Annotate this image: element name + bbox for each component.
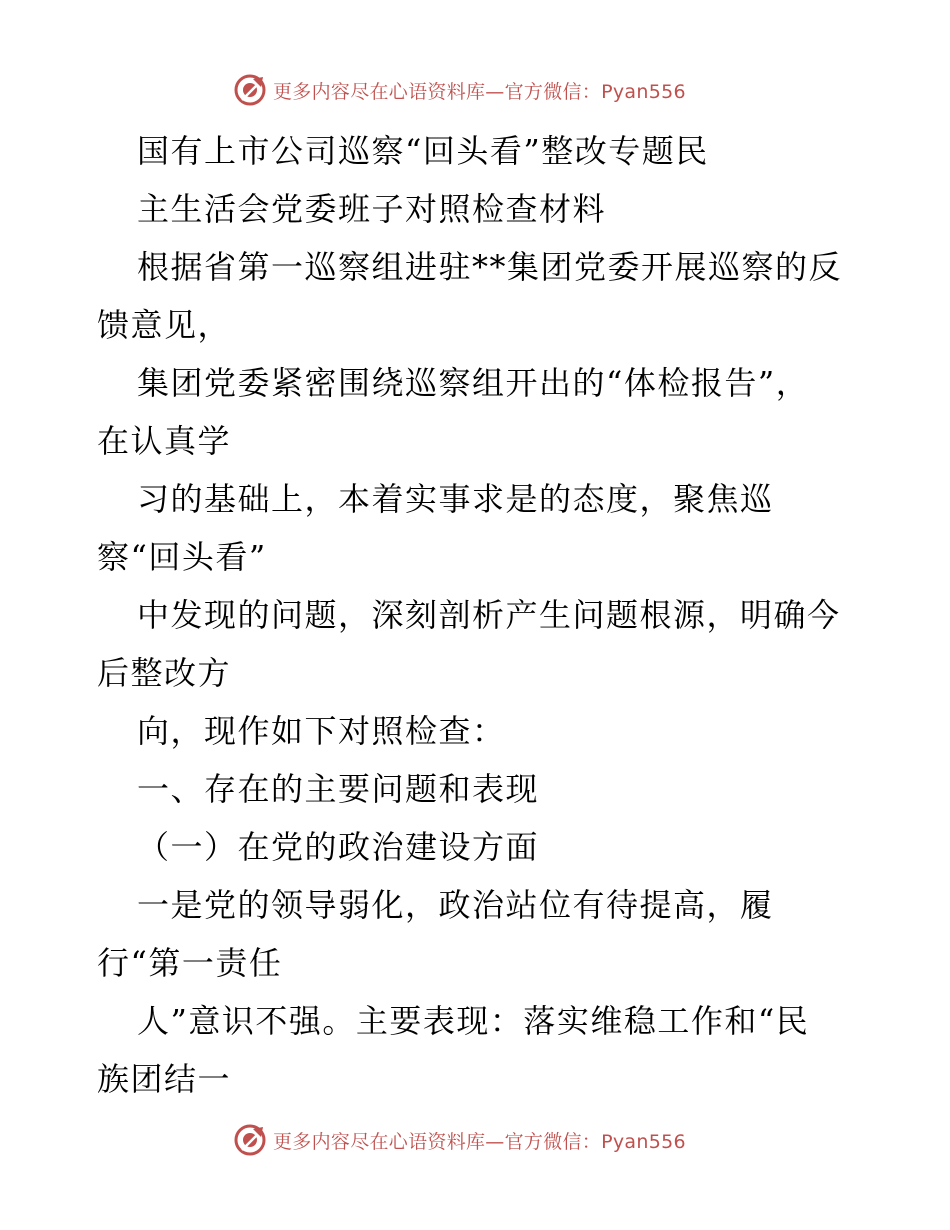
watermark-text: 更多内容尽在心语资料库—官方微信： bbox=[273, 1130, 602, 1153]
document-line: 习的基础上，本着实事求是的态度，聚焦巡 bbox=[137, 480, 774, 518]
document-line: 族团结一 bbox=[97, 1060, 232, 1098]
document-line: 一、存在的主要问题和表现 bbox=[137, 770, 540, 808]
watermark-id: Pyan556 bbox=[601, 1130, 686, 1153]
document-line: 察“回头看” bbox=[97, 538, 267, 576]
document-line: （一）在党的政治建设方面 bbox=[137, 828, 540, 866]
document-body bbox=[97, 122, 857, 1108]
header-watermark bbox=[233, 72, 753, 108]
watermark-id: Pyan556 bbox=[601, 80, 686, 103]
document-line: 后整改方 bbox=[97, 654, 232, 692]
document-line: 集团党委紧密围绕巡察组开出的“体检报告”， bbox=[137, 364, 810, 402]
document-line: 一是党的领导弱化，政治站位有待提高，履 bbox=[137, 886, 774, 924]
document-line: 馈意见， bbox=[97, 306, 232, 344]
document-line: 在认真学 bbox=[97, 422, 232, 460]
document-line: 根据省第一巡察组进驻**集团党委开展巡察的反 bbox=[137, 248, 843, 286]
document-line: 国有上市公司巡察“回头看”整改专题民 bbox=[137, 132, 709, 170]
document-line: 行“第一责任 bbox=[97, 944, 283, 982]
document-line: 向，现作如下对照检查： bbox=[137, 712, 506, 750]
watermark-logo-icon bbox=[233, 73, 267, 107]
document-line: 人”意识不强。主要表现：落实维稳工作和“民 bbox=[137, 1002, 810, 1040]
document-line: 中发现的问题，深刻剖析产生问题根源，明确今 bbox=[137, 596, 841, 634]
watermark-logo-icon bbox=[233, 1123, 267, 1157]
document-line: 主生活会党委班子对照检查材料 bbox=[137, 190, 607, 228]
watermark-text: 更多内容尽在心语资料库—官方微信： bbox=[273, 80, 602, 103]
footer-watermark bbox=[233, 1122, 753, 1158]
